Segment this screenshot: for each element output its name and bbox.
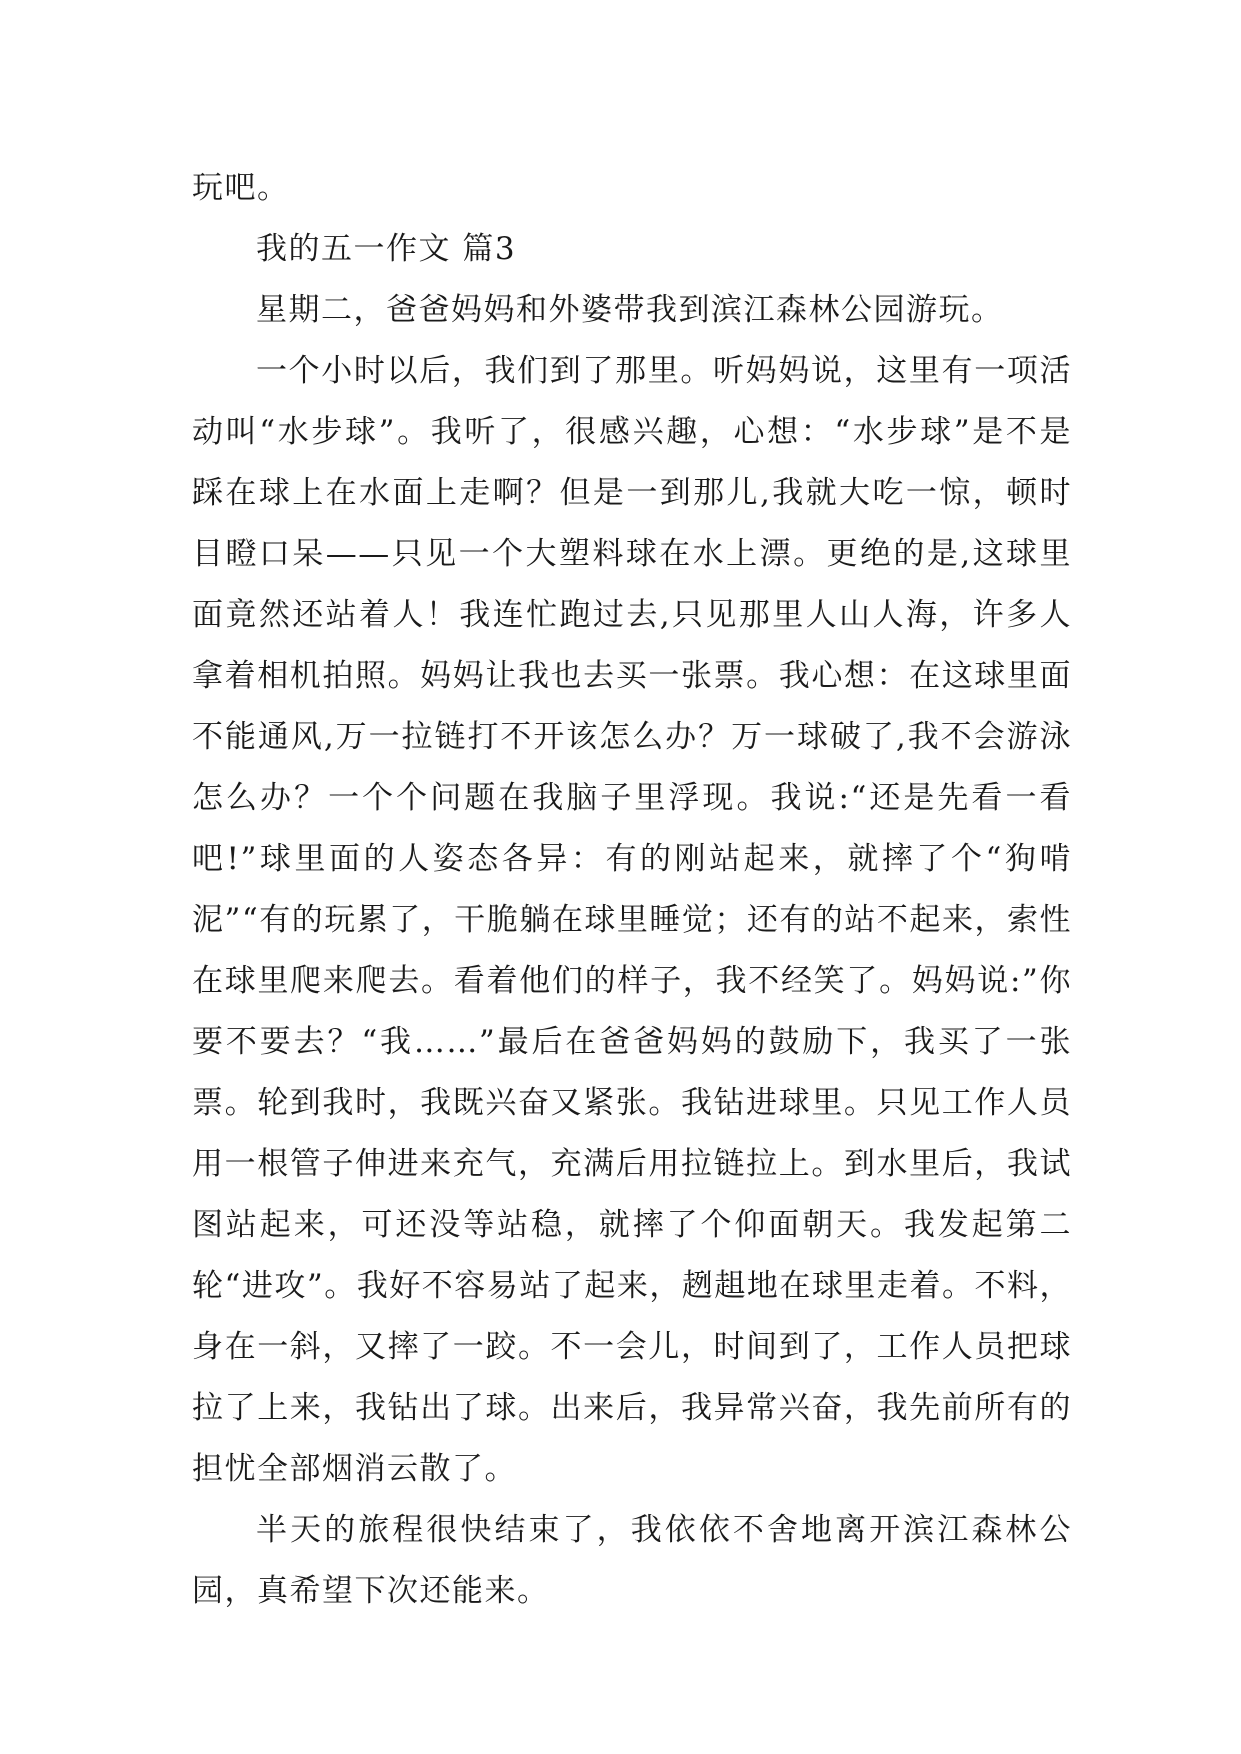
document-body <box>192 158 1072 1622</box>
paragraph-intro: 星期二，爸爸妈妈和外婆带我到滨江森林公园游玩。 <box>256 292 1004 328</box>
paragraph-conclusion: 半天的旅程很快结束了，我依依不舍地离开滨江森林公园，真希望下次还能来。 <box>192 1512 1072 1609</box>
section-heading: 我的五一作文 篇3 <box>256 231 517 267</box>
paragraph-continuation: 玩吧。 <box>192 170 290 206</box>
paragraph-main: 一个小时以后，我们到了那里。听妈妈说，这里有一项活动叫“水步球”。我听了，很感兴趣，心想：“水步球”是不是踩在球上在水面上走啊？但是一到那儿,我就大吃一惊，顿时目瞪口呆——只见一个大塑料球在水上漂。更绝的是,这球里面竟然还站着人！我连忙跑过去,只见那里人山人海，许多人拿着相机拍照。妈妈让我也去买一张票。我心想：在这球里面不能通风,万一拉链打不开该怎么办？万一球破了,我不会游泳怎么办？一个个问题在我脑子里浮现。我说:“还是先看一看吧!”球里面的人姿态各异：有的刚站起来，就摔了个“狗啃泥”“有的玩累了，干脆躺在球里睡觉；还有的站不起来，索性在球里爬来爬去。看着他们的样子，我不经笑了。妈妈说:”你要不要去？“我……”最后在爸爸妈妈的鼓励下，我买了一张票。轮到我时，我既兴奋又紧张。我钻进球里。只见工作人员用一根管子伸进来充气，充满后用拉链拉上。到水里后，我试图站起来，可还没等站稳，就摔了个仰面朝天。我发起第二轮“进攻”。我好不容易站了起来，趔趄地在球里走着。不料，身在一斜，又摔了一跤。不一会儿，时间到了，工作人员把球拉了上来，我钻出了球。出来后，我异常兴奋，我先前所有的担忧全部烟消云散了。 <box>192 353 1072 1487</box>
